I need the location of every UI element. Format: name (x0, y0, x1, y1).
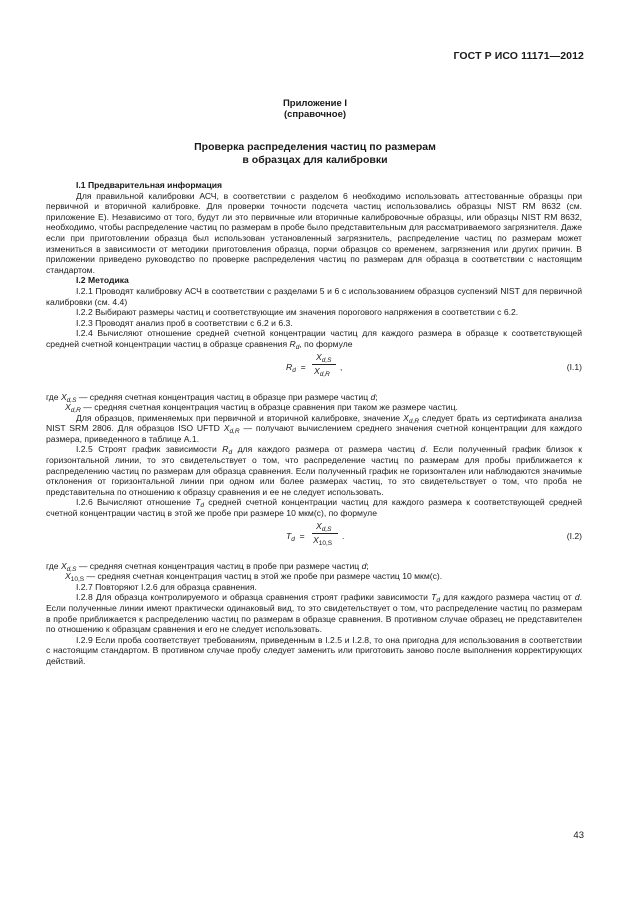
annex-label (0, 98, 630, 120)
title-line2: в образцах для калибровки (242, 154, 388, 166)
body-text (46, 180, 582, 667)
annex-line1: Приложение I (282, 98, 348, 109)
where-line-2: $X_{d,R}$ — средняя счетная концентрация частиц в образце сравнения при таком же размере частиц. (65, 402, 458, 415)
formula-i1-number: (I.1) (566, 361, 582, 372)
annex-line2: (справочное) (283, 109, 347, 120)
paragraph-i22: I.2.2 Выбирают размеры частиц и соответствующие им значения порогового напряжения в соответствии с 6.2. (76, 307, 519, 318)
paragraph-i26: I.2.6 Вычисляют отношение $T_d$ средней счетной концентрации частиц для каждого размера к соответствующей средней счетной концентрации частиц в этой же пробе при размере 10 мкм(c), по формуле (46, 497, 583, 519)
paragraph-i25: I.2.5 Строят график зависимости $R_d$ для каждого размера от размера частиц d. Если полученный график близок к горизонтальной линии, то это свидетельствует о том, что распределение частиц по размерам для пробы приближается к распределению частиц по размерам для образца сравнения. Если полученный график не горизонтален или наблюдаются значимые отклонения от горизонтальной линии при одном или более размерах частиц, то это свидетельствует о том, что проба не представительна по отношению к образцу сравнения и ее не следует использовать. (46, 444, 583, 497)
section-heading-2: I.2 Методика (76, 275, 129, 286)
paragraph-i28: I.2.8 Для образца контролируемого и образца сравнения строят графики зависимости $T_d$ для каждого размера частиц от d. Если полученные линии имеют практически одинаковый вид, то это свидетельствует о том, что распределение частиц по размерам в пробе приближается к распределению частиц по размерам в образце сравнения. В противном случае образец не представителен по отношению к образцам сравнения и его не следует использовать. (46, 592, 582, 635)
paragraph-i21: I.2.1 Проводят калибровку АСЧ в соответствии с разделами 5 и 6 с использованием образцов суспензий NIST для первичной калибровки (см. 4.4) (46, 285, 582, 307)
formula-i2: $T_d$ = $X_{d,S}$ $X_{10,S}$ . (I.2) (286, 520, 582, 547)
formula-i1: $R_d$ = $X_{d,S}$ $X_{d,R}$ , (I.1) (286, 351, 582, 378)
paragraph-i29: I.2.9 Если проба соответствует требованиям, приведенным в I.2.5 и I.2.8, то она пригодна для использования в соответствии с настоящим стандартом. В противном случае пробу следует заменить или приготовить заново после выполнения корректирующих действий. (46, 634, 582, 666)
annex-title (0, 141, 630, 167)
standard-header: ГОСТ Р ИСО 11171—2012 (453, 50, 584, 62)
page-number: 43 (573, 830, 584, 841)
paragraph-i27: I.2.7 Повторяют I.2.6 для образца сравнения. (76, 581, 257, 592)
paragraph-intro: Для правильной калибровки АСЧ, в соответствии с разделом 6 необходимо использовать аттестованные образцы при первичной и вторичной калибровке. Для проверки точности подсчета частиц использовались образцы NIST RM 8632 (см. приложение Е). Независимо от того, будут ли это первичные или вторичные калибровочные образцы, или образцы NIST RM 8632, необходимо, чтобы распределение частиц по размерам в пробе было представительным для рассматриваемого загрязнителя. Даже если при приготовлении образца был использован установленный загрязнитель, распределение частиц по размерам может измениться в зависимости от методики приготовления образца, порчи образцов со временем, загрязнения или других причин. В приложении приведено руководство по проверке распределения частиц по размерам для образца в соответствии с настоящим стандартом. (46, 190, 582, 275)
paragraph-reference-samples: Для образцов, применяемых при первичной и вторичной калибровке, значение $X_{d,R}$ следует брать из сертификата анализа NIST SRM 2806. Для образцов ISO UFTD $X_{d,R}$ — получают вычислением среднего значения счетной концентрации для каждого размера, приведенного в таблице А.1. (46, 412, 582, 444)
title-line1: Проверка распределения частиц по размерам (194, 141, 436, 153)
formula-i2-number: (I.2) (566, 530, 582, 541)
section-heading-1: I.1 Предварительная информация (76, 180, 223, 190)
paragraph-i24: I.2.4 Вычисляют отношение средней счетной концентрации частиц для каждого размера в образце к соответствующей средней счетной концентрации частиц в образце сравнения $R_d$, по формуле (46, 328, 582, 351)
where-line-3: где $X_{d,S}$ — средняя счетная концентрация частиц в пробе при размере частиц d; (46, 560, 369, 573)
paragraph-i23: I.2.3 Проводят анализ проб в соответствии с 6.2 и 6.3. (76, 317, 293, 328)
where-line-4: $X_{10,S}$ — средняя счетная концентрация частиц в этой же пробе при размере частиц 10 мкм(c). (65, 571, 443, 584)
where-line-1: где $X_{d,S}$ — средняя счетная концентрация частиц в образце при размере частиц d; (46, 391, 378, 404)
